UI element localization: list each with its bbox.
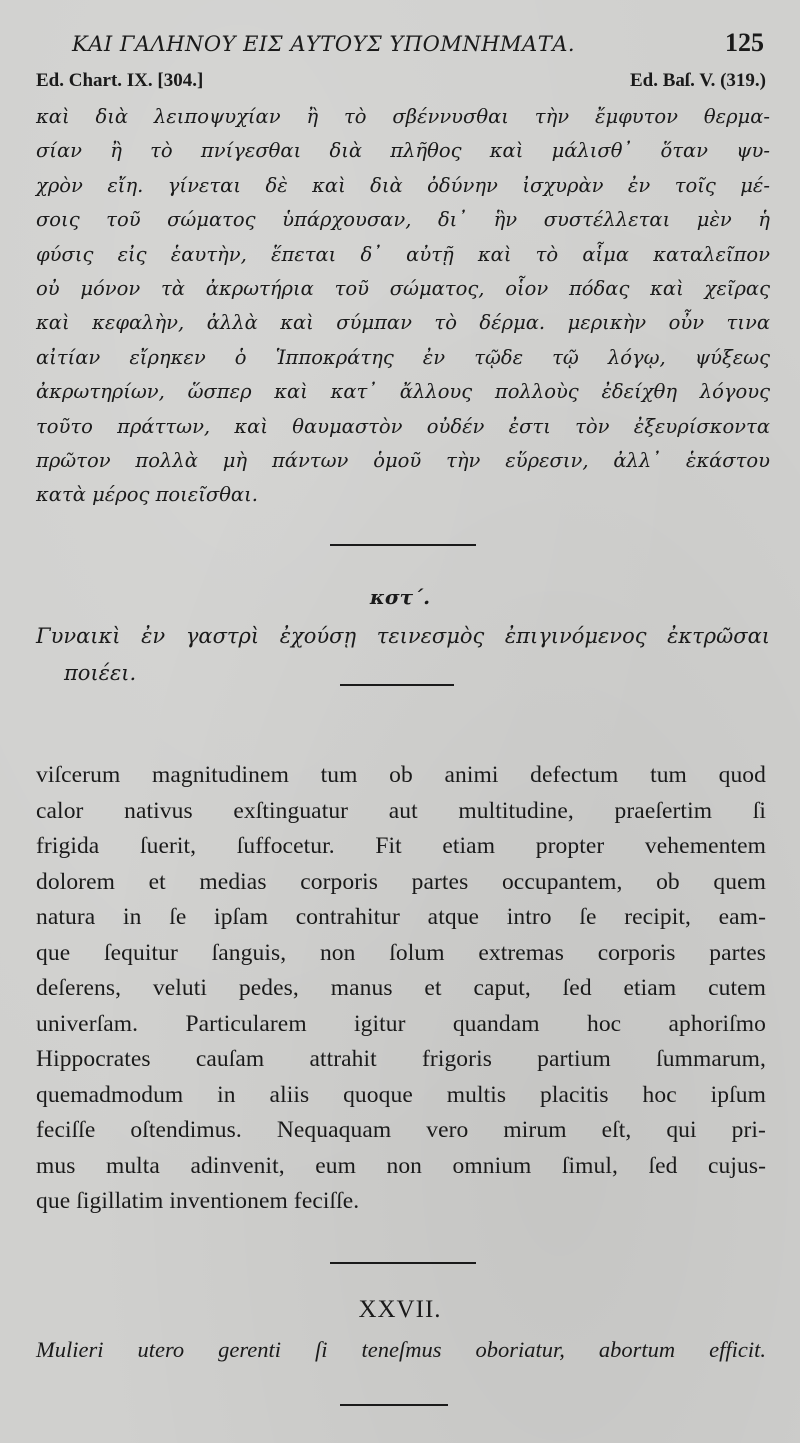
greek-line: τοῦτο πράττων, καὶ θαυμαστὸν οὐδέν ἐστι τὸν ἐξευρίσκοντα: [36, 414, 770, 438]
latin-aphorism-number: XXVII.: [358, 1296, 442, 1323]
latin-line: viſcerum magnitudinem tum ob animi defectum tum quod: [36, 762, 766, 788]
running-title: ΚΑΙ ΓΑΛΗΝΟΥ ΕΙΣ ΑΥΤΟΥΣ ΥΠΟΜΝΗΜΑΤΑ.: [72, 32, 576, 56]
latin-line: feciſſe oſtendimus. Nequaquam vero mirum eſt, qui pri-: [36, 1117, 766, 1143]
latin-line: que ſequitur ſanguis, non ſolum extremas corporis partes: [36, 939, 766, 966]
greek-line: καὶ διὰ λειποψυχίαν ἢ τὸ σβέννυσθαι τὴν ἔμφυτον θερμα-: [36, 105, 770, 128]
basel-edition-ref: Ed. Baſ. V. (319.): [629, 70, 766, 91]
greek-line: πρῶτον πολλὰ μὴ πάντων ὁμοῦ τὴν εὕρεσιν, ἀλλ᾽ ἑκάστου: [36, 449, 770, 473]
greek-line: καὶ κεφαλὴν, ἀλλὰ καὶ σύμπαν τὸ δέρμα. μερικὴν οὖν τινα: [36, 311, 770, 335]
section-divider: [330, 1262, 476, 1264]
page-number: 125: [725, 28, 764, 57]
latin-line: mus multa adinvenit, eum non omnium ſimul, ſed cujus-: [36, 1152, 766, 1179]
section-divider: [340, 684, 454, 686]
latin-line: deſerens, veluti pedes, manus et caput, ſed etiam cutem: [36, 975, 766, 1001]
latin-line: que ſigillatim inventionem feciſſe.: [36, 1188, 360, 1214]
latin-aphorism: Mulieri utero gerenti ſi teneſmus oboriatur, abortum efficit.: [36, 1337, 766, 1362]
greek-aphorism-line: ποιέει.: [64, 661, 137, 685]
latin-line: calor nativus exſtinguatur aut multitudine, praeſertim ſi: [36, 797, 766, 824]
chartier-edition-ref: Ed. Chart. IX. [304.]: [36, 70, 204, 91]
latin-line: Hippocrates cauſam attrahit frigoris partium ſummarum,: [36, 1046, 766, 1072]
greek-line: κατὰ μέρος ποιεῖσθαι.: [36, 483, 258, 507]
greek-line: αἰτίαν εἴρηκεν ὁ Ἱπποκράτης ἐν τῷδε τῷ λόγῳ, ψύξεως: [36, 345, 770, 369]
greek-line: οὐ μόνον τὰ ἀκρωτήρια τοῦ σώματος, οἷον πόδας καὶ χεῖρας: [36, 277, 770, 301]
latin-line: quemadmodum in aliis quoque multis placitis hoc ipſum: [36, 1081, 766, 1108]
section-divider: [330, 544, 476, 546]
latin-line: dolorem et medias corporis partes occupantem, ob quem: [36, 868, 766, 895]
greek-line: σοις τοῦ σώματος ὑπάρχουσαν, δι᾽ ἣν συστέλλεται μὲν ἡ: [36, 208, 770, 232]
greek-line: χρὸν εἴη. γίνεται δὲ καὶ διὰ ὀδύνην ἰσχυρὰν ἐν τοῖς μέ-: [36, 173, 770, 197]
greek-line: ἀκρωτηρίων, ὥσπερ καὶ κατ᾽ ἄλλους πολλοὺς ἐδείχθη λόγους: [36, 380, 770, 404]
latin-line: univerſam. Particularem igitur quandam hoc aphoriſmo: [36, 1010, 766, 1037]
latin-line: frigida ſuerit, ſuffocetur. Fit etiam propter vehementem: [36, 833, 766, 859]
edition-references: [36, 70, 766, 98]
latin-commentary: [36, 758, 766, 1220]
greek-commentary: [36, 100, 770, 513]
greek-aphorism-line: Γυναικὶ ἐν γαστρὶ ἐχούσῃ τεινεσμὸς ἐπιγινόμενος ἐκτρῶσαι: [36, 624, 770, 648]
latin-line: natura in ſe ipſam contrahitur atque intro ſe recipit, eam-: [36, 904, 766, 930]
greek-line: σίαν ἢ τὸ πνίγεσθαι διὰ πλῆθος καὶ μάλισθ᾽ ὅταν ψυ-: [36, 139, 770, 163]
greek-aphorism-number: κστ΄.: [369, 585, 431, 609]
greek-line: φύσις εἰς ἑαυτὴν, ἕπεται δ᾽ αὐτῇ καὶ τὸ αἷμα καταλεῖπον: [36, 242, 770, 266]
greek-aphorism: [36, 618, 770, 692]
section-divider: [340, 1404, 448, 1406]
running-head: [72, 28, 766, 68]
